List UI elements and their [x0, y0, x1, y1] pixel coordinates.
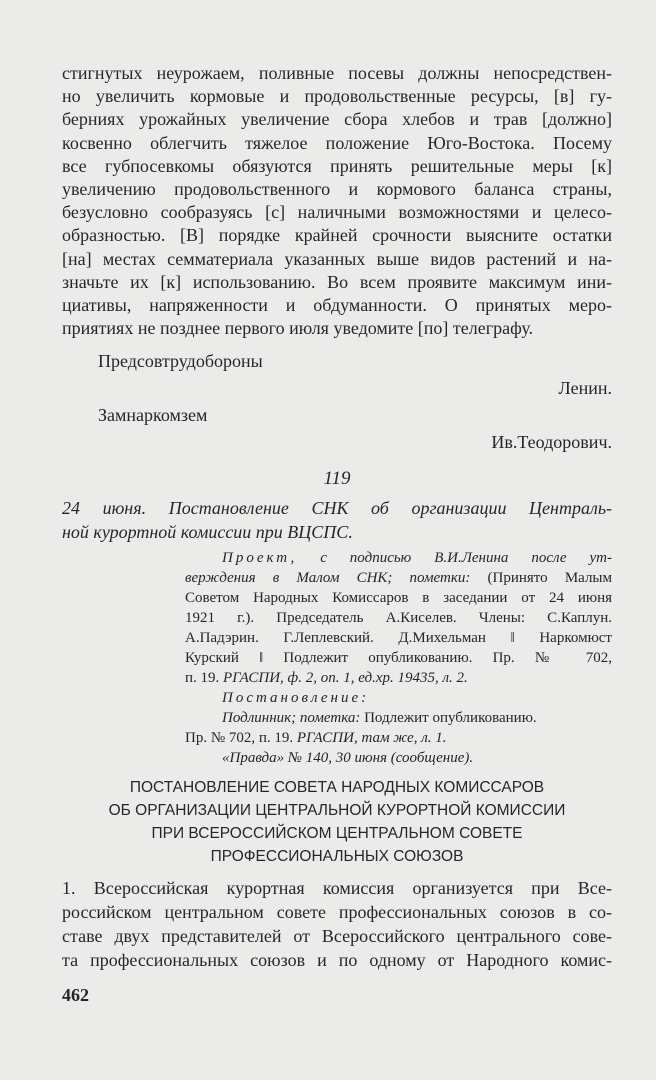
note-text: верждения в Малом СНК; пометки: [185, 570, 488, 587]
page-number: 462 [62, 985, 89, 1006]
note-line [185, 668, 612, 688]
text-line: та профессиональных союзов и по одному от Народного комис- [62, 950, 612, 971]
archive-reference: РГАСПИ, там же, л. 1. [296, 730, 447, 747]
note-line: «Правда» № 140, 30 июня (сообщение). [222, 750, 474, 767]
text-line: значьте их [к] использованию. Во всем проявите максимум ини- [62, 271, 612, 292]
document-number: 119 [323, 468, 351, 490]
text-line: российском центральном совете профессиональных союзов в со- [62, 902, 612, 923]
note-text: Подлежит опубликованию. [364, 710, 537, 727]
signature-post-1: Предсовтрудобороны [98, 351, 263, 372]
note-line: Курский ‖ Подлежит опубликованию. Пр. № 702, [185, 650, 612, 667]
note-text: п. 19. [185, 670, 224, 687]
archive-reference: РГАСПИ, ф. 2, оп. 1, ед.хр. 19435, л. 2. [223, 670, 468, 687]
note-line: А.Падэрин. Г.Леплевский. Д.Михельман ‖ Наркомюст [185, 630, 612, 647]
text-line: 1. Всероссийская курортная комиссия организуется при Все- [62, 878, 612, 899]
text-line: стигнутых неурожаем, поливные посевы должны непосредствен- [62, 63, 612, 83]
decree-title [62, 776, 612, 868]
note-text: (Принято Малым [487, 570, 612, 587]
text-line: ставе двух представителей от Всероссийского центрального сове- [62, 926, 612, 947]
text-line: но увеличить кормовые и продовольственные ресурсы, [в] гу- [62, 86, 612, 107]
note-line: 1921 г.). Председатель А.Киселев. Члены: С.Каплун. [185, 610, 612, 627]
note-line [185, 548, 612, 568]
text-line: циативы, напряженности и обдуманности. О принятых меро- [62, 295, 612, 316]
note-text: Пр. № 702, п. 19. [185, 730, 297, 747]
note-line: Советом Народных Комиссаров в заседании от 24 июня [185, 590, 612, 607]
title-line: ПОСТАНОВЛЕНИЕ СОВЕТА НАРОДНЫХ КОМИССАРОВ [129, 779, 545, 797]
signature-name-2: Ив.Теодорович. [491, 432, 612, 453]
archival-notes [185, 548, 612, 768]
note-line [185, 708, 612, 728]
signature-name-1: Ленин. [558, 378, 612, 399]
book-page [62, 62, 612, 1006]
text-line: [на] местах семматериала указанных выше видов растений и на- [62, 248, 612, 269]
text-line: безусловно сообразуясь [с] наличными возможностями и целесо- [62, 202, 612, 223]
text-line: косвенно облегчить тяжелое положение Юго-Востока. Посему [62, 132, 612, 153]
title-line: ПРОФЕССИОНАЛЬНЫХ СОЮЗОВ [210, 848, 464, 866]
heading-line: 24 июня. Постановление СНК об организации Централь- [62, 498, 612, 519]
note-line [185, 568, 612, 588]
note-text: Проект, [222, 550, 298, 567]
title-line: ОБ ОРГАНИЗАЦИИ ЦЕНТРАЛЬНОЙ КУРОРТНОЙ КОМИССИИ [108, 802, 566, 820]
signature-post-2: Замнаркомзем [98, 405, 208, 426]
note-text: Подлинник; пометка: [222, 710, 365, 727]
text-line: образностью. [В] порядке крайней срочности выясните остатки [62, 225, 612, 246]
signatures [62, 348, 612, 456]
note-line: Постановление: [222, 690, 370, 707]
text-line: все губпосевкомы обязуются принять решительные меры [к] [62, 155, 612, 176]
title-line: ПРИ ВСЕРОССИЙСКОМ ЦЕНТРАЛЬНОМ СОВЕТЕ [151, 825, 523, 843]
note-line [185, 728, 612, 748]
letter-body-text [62, 62, 612, 340]
heading-line: ной курортной комиссии при ВЦСПС. [62, 522, 353, 543]
decree-body-text [62, 876, 612, 972]
document-heading [62, 496, 612, 544]
text-line: приятиях не позднее первого июля уведомите [по] телеграфу. [62, 318, 534, 339]
note-text: с подписью В.И.Ленина после ут- [297, 550, 612, 567]
text-line: берниях урожайных увеличение сбора хлебов и трав [должно] [62, 109, 612, 130]
text-line: увеличению продовольственного и кормового баланса страны, [62, 179, 612, 200]
